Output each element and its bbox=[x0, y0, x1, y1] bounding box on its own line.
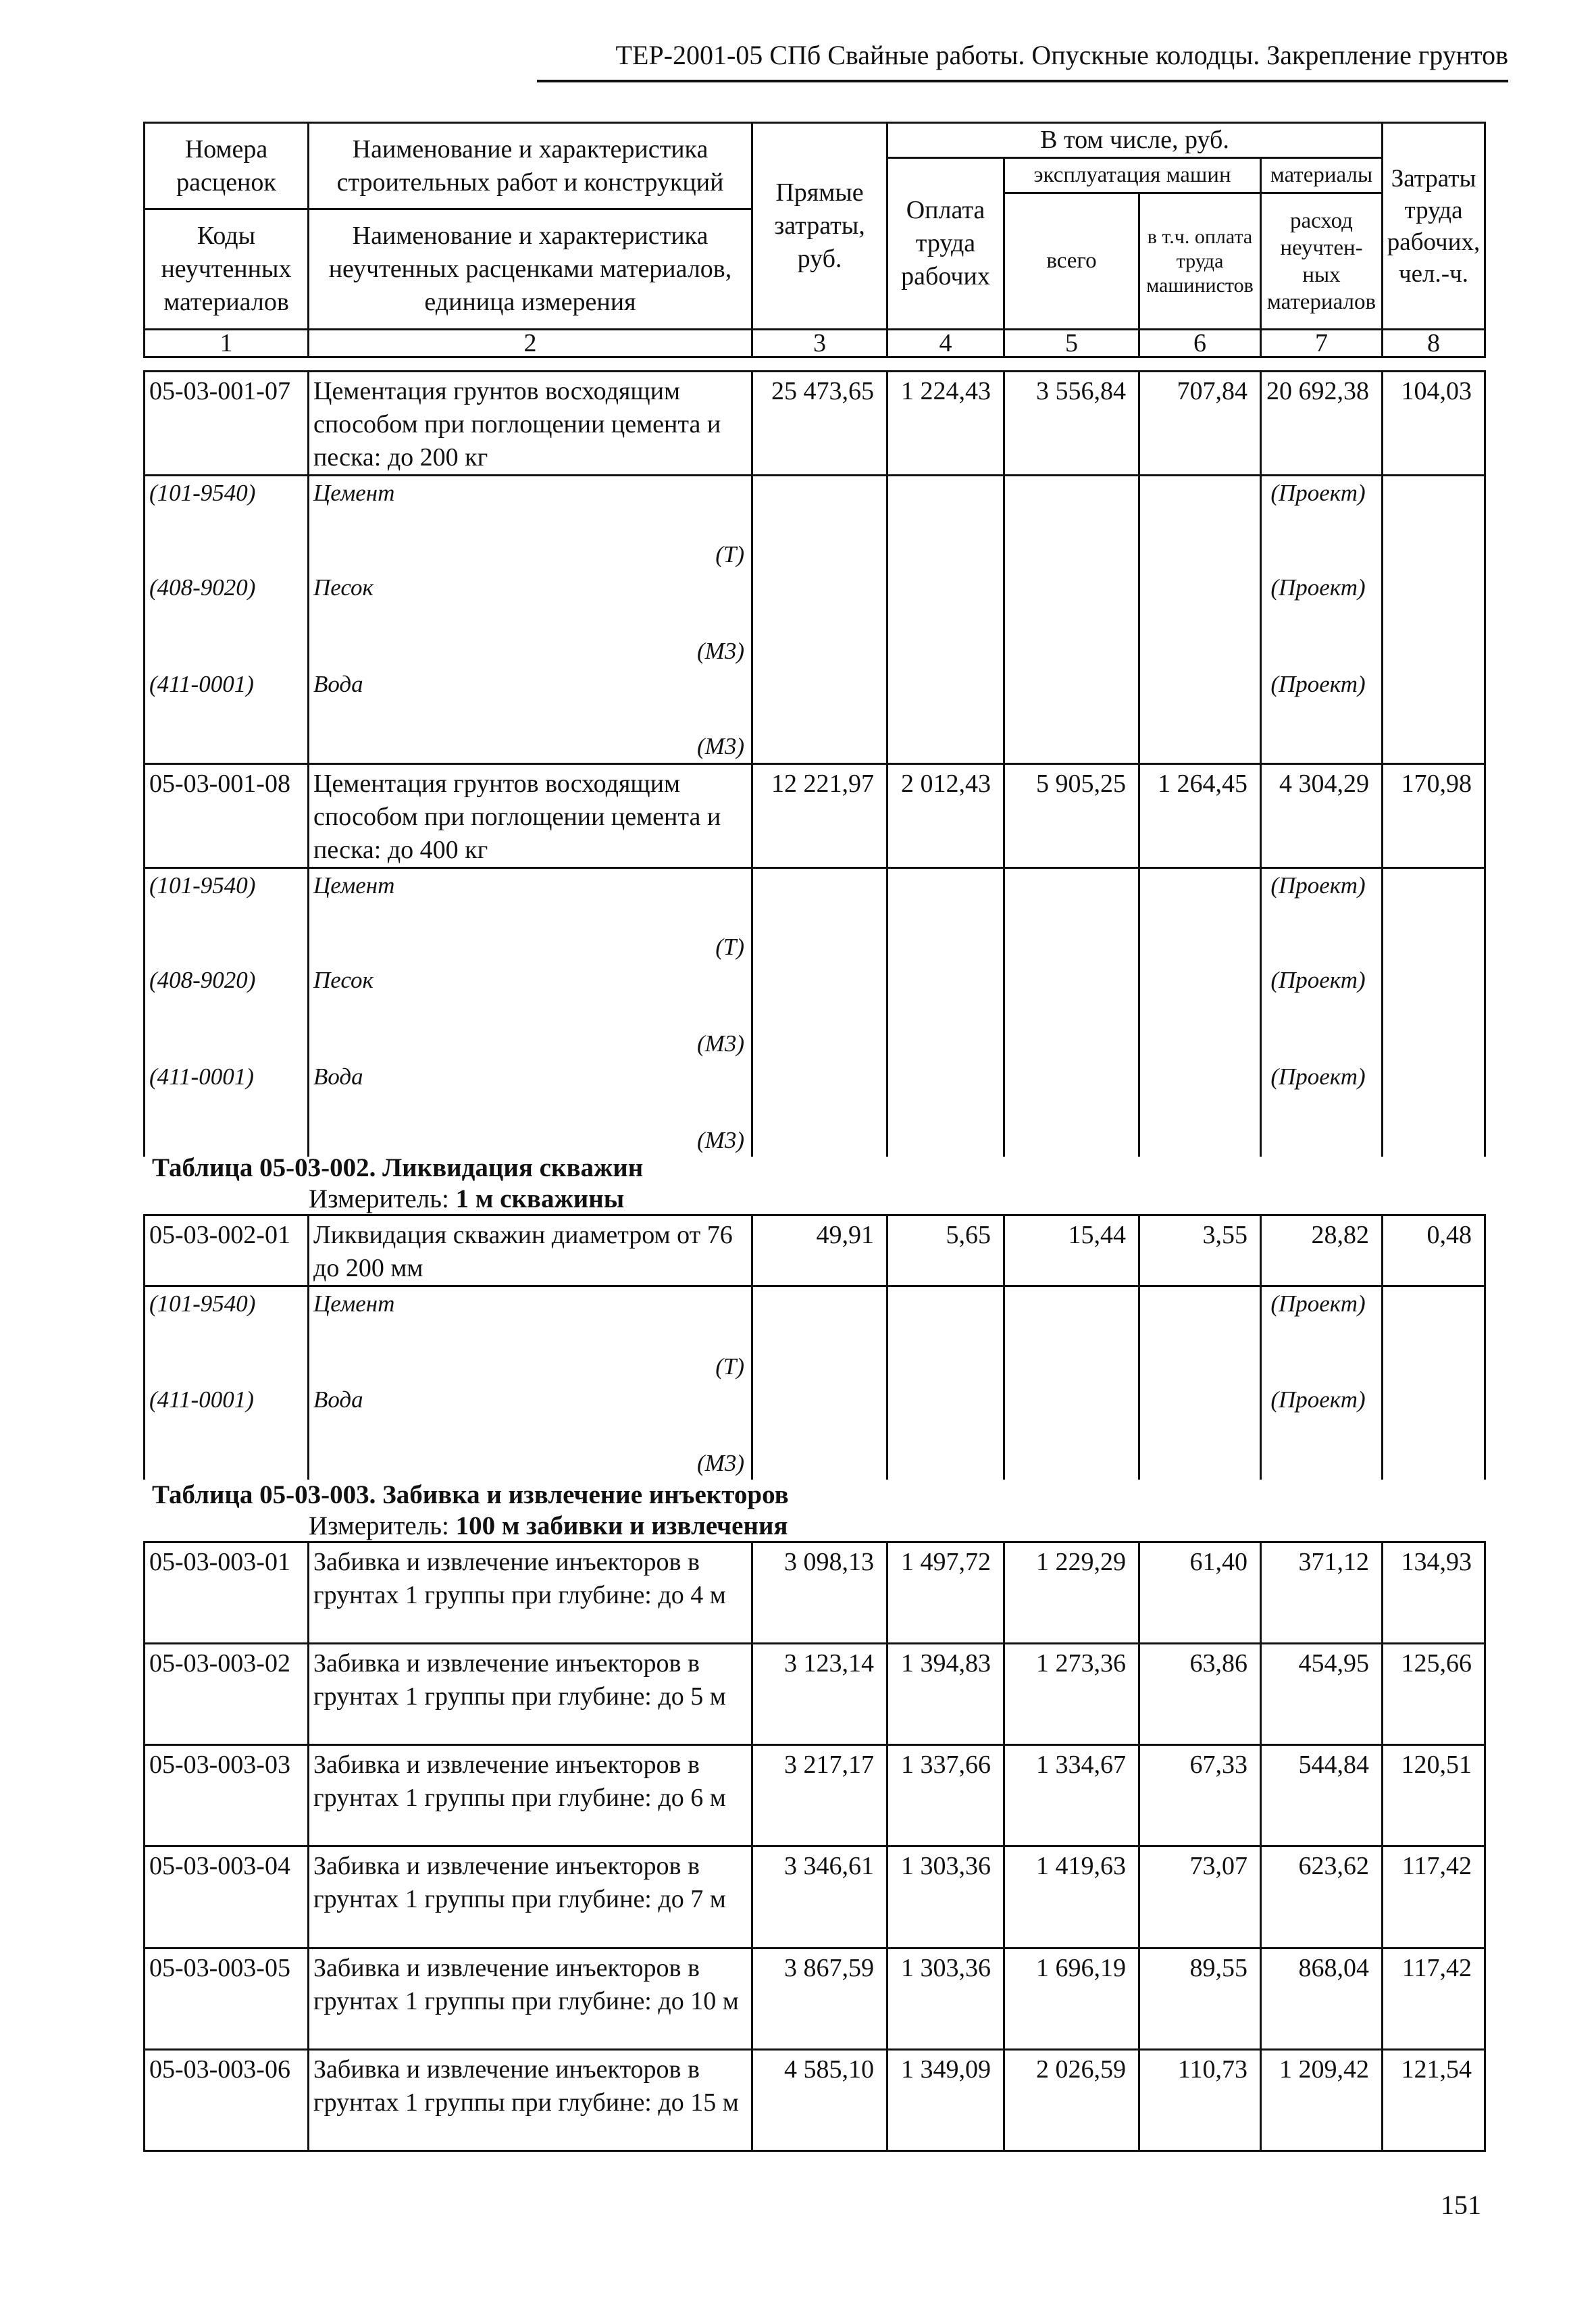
material-row bbox=[145, 668, 1485, 764]
rate-code: 05-03-003-03 bbox=[145, 1745, 309, 1846]
header-machines-total: всего bbox=[1004, 193, 1139, 330]
rate-code: 05-03-003-02 bbox=[145, 1644, 309, 1745]
worker-pay-value: 1 303,36 bbox=[887, 1948, 1004, 2049]
header-machinist-pay: в т.ч. оплата труда машинистов bbox=[1139, 193, 1261, 330]
material-consumption: (Проект) bbox=[1261, 1383, 1383, 1480]
material-consumption: (Проект) bbox=[1261, 476, 1383, 571]
labor-hours-value: 104,03 bbox=[1383, 372, 1485, 476]
material-cell bbox=[309, 1060, 752, 1157]
machinist-pay-value: 1 264,45 bbox=[1139, 764, 1261, 868]
material-cell bbox=[309, 1286, 752, 1383]
rate-name: Забивка и извлечение инъекторов в грунтах 1 группы при глубине: до 4 м bbox=[309, 1542, 752, 1644]
material-code: (101-9540) bbox=[145, 1286, 309, 1383]
labor-hours-value: 121,54 bbox=[1383, 2049, 1485, 2150]
rate-name: Забивка и извлечение инъекторов в грунтах 1 группы при глубине: до 10 м bbox=[309, 1948, 752, 2049]
header-unaccounted-consumption: расход неучтен-ных материалов bbox=[1261, 193, 1383, 330]
materials-value: 4 304,29 bbox=[1261, 764, 1383, 868]
header-work-name: Наименование и характеристика строительных работ и конструкций bbox=[309, 123, 752, 209]
material-consumption: (Проект) bbox=[1261, 1286, 1383, 1383]
material-name: Цемент bbox=[313, 1290, 395, 1317]
material-cell bbox=[309, 476, 752, 571]
rate-row bbox=[145, 764, 1485, 868]
machinist-pay-value: 707,84 bbox=[1139, 372, 1261, 476]
labor-hours-value: 125,66 bbox=[1383, 1644, 1485, 1745]
material-row bbox=[145, 1286, 1485, 1383]
rate-row bbox=[145, 1745, 1485, 1846]
worker-pay-value: 1 337,66 bbox=[887, 1745, 1004, 1846]
material-name: Вода bbox=[313, 1063, 363, 1090]
worker-pay-value: 1 349,09 bbox=[887, 2049, 1004, 2150]
material-cell bbox=[309, 668, 752, 764]
direct-costs-value: 49,91 bbox=[752, 1215, 887, 1286]
material-cell bbox=[309, 1383, 752, 1480]
rate-row bbox=[145, 1846, 1485, 1948]
material-unit: (М3) bbox=[697, 637, 744, 664]
machinist-pay-value: 3,55 bbox=[1139, 1215, 1261, 1286]
materials-value: 868,04 bbox=[1261, 1948, 1383, 2049]
rate-row bbox=[145, 372, 1485, 476]
column-header-table bbox=[143, 122, 1486, 358]
rate-name: Ликвидация скважин диаметром от 76 до 200 мм bbox=[309, 1215, 752, 1286]
material-consumption: (Проект) bbox=[1261, 571, 1383, 668]
rate-row bbox=[145, 1644, 1485, 1745]
material-name: Песок bbox=[313, 966, 374, 993]
material-unit: (М3) bbox=[697, 1449, 744, 1476]
column-number: 2 bbox=[309, 330, 752, 357]
machinist-pay-value: 67,33 bbox=[1139, 1745, 1261, 1846]
header-rule bbox=[537, 80, 1508, 82]
direct-costs-value: 3 217,17 bbox=[752, 1745, 887, 1846]
rate-code: 05-03-003-04 bbox=[145, 1846, 309, 1948]
column-number: 4 bbox=[887, 330, 1004, 357]
materials-value: 28,82 bbox=[1261, 1215, 1383, 1286]
material-unit: (Т) bbox=[715, 540, 744, 568]
machinist-pay-value: 110,73 bbox=[1139, 2049, 1261, 2150]
material-code: (101-9540) bbox=[145, 476, 309, 571]
rate-code: 05-03-001-08 bbox=[145, 764, 309, 868]
worker-pay-value: 1 497,72 bbox=[887, 1542, 1004, 1644]
page-header: ТЕР-2001-05 СПб Свайные работы. Опускные колодцы. Закрепление грунтов bbox=[615, 40, 1508, 70]
machines-total-value: 1 696,19 bbox=[1004, 1948, 1139, 2049]
rate-code: 05-03-001-07 bbox=[145, 372, 309, 476]
machines-total-value: 15,44 bbox=[1004, 1215, 1139, 1286]
material-consumption: (Проект) bbox=[1261, 868, 1383, 963]
machines-total-value: 1 419,63 bbox=[1004, 1846, 1139, 1948]
rate-name: Цементация грунтов восходящим способом при поглощении цемента и песка: до 400 кг bbox=[309, 764, 752, 868]
header-material-name: Наименование и характеристика неучтенных расценками материалов, единица измерения bbox=[309, 209, 752, 330]
material-code: (411-0001) bbox=[145, 1383, 309, 1480]
materials-value: 1 209,42 bbox=[1261, 2049, 1383, 2150]
worker-pay-value: 1 224,43 bbox=[887, 372, 1004, 476]
material-code: (411-0001) bbox=[145, 1060, 309, 1157]
column-number: 6 bbox=[1139, 330, 1261, 357]
material-cell bbox=[309, 868, 752, 963]
column-number: 5 bbox=[1004, 330, 1139, 357]
header-machine-operation: эксплуатация машин bbox=[1004, 158, 1261, 193]
material-code: (411-0001) bbox=[145, 668, 309, 764]
direct-costs-value: 3 346,61 bbox=[752, 1846, 887, 1948]
machines-total-value: 1 229,29 bbox=[1004, 1542, 1139, 1644]
material-row bbox=[145, 571, 1485, 668]
header-including-group: В том числе, руб. bbox=[887, 123, 1383, 158]
machines-total-value: 1 334,67 bbox=[1004, 1745, 1139, 1846]
rate-name: Забивка и извлечение инъекторов в грунтах 1 группы при глубине: до 5 м bbox=[309, 1644, 752, 1745]
rate-row bbox=[145, 2049, 1485, 2150]
material-row bbox=[145, 1060, 1485, 1157]
rate-code: 05-03-003-01 bbox=[145, 1542, 309, 1644]
rate-name: Забивка и извлечение инъекторов в грунтах 1 группы при глубине: до 7 м bbox=[309, 1846, 752, 1948]
worker-pay-value: 1 303,36 bbox=[887, 1846, 1004, 1948]
table-caption: Таблица 05-03-003. Забивка и извлечение инъекторов bbox=[152, 1480, 789, 1509]
direct-costs-value: 3 867,59 bbox=[752, 1948, 887, 2049]
material-consumption: (Проект) bbox=[1261, 668, 1383, 764]
rate-code: 05-03-002-01 bbox=[145, 1215, 309, 1286]
machinist-pay-value: 63,86 bbox=[1139, 1644, 1261, 1745]
direct-costs-value: 12 221,97 bbox=[752, 764, 887, 868]
material-name: Вода bbox=[313, 670, 363, 697]
material-unit: (Т) bbox=[715, 1353, 744, 1380]
rate-code: 05-03-003-06 bbox=[145, 2049, 309, 2150]
material-row bbox=[145, 963, 1485, 1060]
rate-name: Забивка и извлечение инъекторов в грунтах 1 группы при глубине: до 15 м bbox=[309, 2049, 752, 2150]
header-labor-hours: Затраты труда рабочих, чел.-ч. bbox=[1383, 123, 1485, 330]
machinist-pay-value: 73,07 bbox=[1139, 1846, 1261, 1948]
direct-costs-value: 3 098,13 bbox=[752, 1542, 887, 1644]
material-consumption: (Проект) bbox=[1261, 963, 1383, 1060]
material-name: Цемент bbox=[313, 480, 395, 506]
material-code: (408-9020) bbox=[145, 963, 309, 1060]
table-measure: Измеритель: 100 м забивки и извлечения bbox=[309, 1511, 788, 1540]
materials-value: 623,62 bbox=[1261, 1846, 1383, 1948]
rates-table-05-03-001 bbox=[143, 370, 1486, 1157]
material-unit: (М3) bbox=[697, 1126, 744, 1153]
material-row bbox=[145, 476, 1485, 571]
rate-row bbox=[145, 1542, 1485, 1644]
rate-name: Забивка и извлечение инъекторов в грунтах 1 группы при глубине: до 6 м bbox=[309, 1745, 752, 1846]
rate-row bbox=[145, 1215, 1485, 1286]
labor-hours-value: 134,93 bbox=[1383, 1542, 1485, 1644]
column-number: 3 bbox=[752, 330, 887, 357]
labor-hours-value: 117,42 bbox=[1383, 1948, 1485, 2049]
material-cell bbox=[309, 571, 752, 668]
direct-costs-value: 3 123,14 bbox=[752, 1644, 887, 1745]
rate-name: Цементация грунтов восходящим способом при поглощении цемента и песка: до 200 кг bbox=[309, 372, 752, 476]
rates-table-05-03-003 bbox=[143, 1541, 1486, 2152]
machines-total-value: 5 905,25 bbox=[1004, 764, 1139, 868]
table-caption: Таблица 05-03-002. Ликвидация скважин bbox=[152, 1153, 644, 1182]
table-measure: Измеритель: 1 м скважины bbox=[309, 1184, 625, 1213]
column-number: 1 bbox=[145, 330, 309, 357]
direct-costs-value: 25 473,65 bbox=[752, 372, 887, 476]
labor-hours-value: 117,42 bbox=[1383, 1846, 1485, 1948]
material-row bbox=[145, 868, 1485, 963]
labor-hours-value: 170,98 bbox=[1383, 764, 1485, 868]
material-name: Цемент bbox=[313, 872, 395, 899]
page-number: 151 bbox=[1441, 2190, 1481, 2220]
materials-value: 544,84 bbox=[1261, 1745, 1383, 1846]
material-code: (408-9020) bbox=[145, 571, 309, 668]
material-unit: (М3) bbox=[697, 1030, 744, 1057]
rate-code: 05-03-003-05 bbox=[145, 1948, 309, 2049]
worker-pay-value: 1 394,83 bbox=[887, 1644, 1004, 1745]
worker-pay-value: 2 012,43 bbox=[887, 764, 1004, 868]
material-consumption: (Проект) bbox=[1261, 1060, 1383, 1157]
column-number: 8 bbox=[1383, 330, 1485, 357]
labor-hours-value: 120,51 bbox=[1383, 1745, 1485, 1846]
material-code: (101-9540) bbox=[145, 868, 309, 963]
header-worker-pay: Оплата труда рабочих bbox=[887, 158, 1004, 330]
labor-hours-value: 0,48 bbox=[1383, 1215, 1485, 1286]
materials-value: 371,12 bbox=[1261, 1542, 1383, 1644]
material-unit: (М3) bbox=[697, 733, 744, 759]
header-material-codes: Коды неучтенных материалов bbox=[145, 209, 309, 330]
column-number: 7 bbox=[1261, 330, 1383, 357]
material-row bbox=[145, 1383, 1485, 1480]
materials-value: 20 692,38 bbox=[1261, 372, 1383, 476]
machinist-pay-value: 89,55 bbox=[1139, 1948, 1261, 2049]
material-name: Вода bbox=[313, 1386, 363, 1413]
header-materials: материалы bbox=[1261, 158, 1383, 193]
materials-value: 454,95 bbox=[1261, 1644, 1383, 1745]
material-name: Песок bbox=[313, 574, 374, 601]
rates-table-05-03-002 bbox=[143, 1214, 1486, 1480]
machines-total-value: 2 026,59 bbox=[1004, 2049, 1139, 2150]
direct-costs-value: 4 585,10 bbox=[752, 2049, 887, 2150]
material-unit: (Т) bbox=[715, 933, 744, 960]
material-cell bbox=[309, 963, 752, 1060]
rate-row bbox=[145, 1948, 1485, 2049]
worker-pay-value: 5,65 bbox=[887, 1215, 1004, 1286]
header-rate-numbers: Номера расценок bbox=[145, 123, 309, 209]
machines-total-value: 1 273,36 bbox=[1004, 1644, 1139, 1745]
machinist-pay-value: 61,40 bbox=[1139, 1542, 1261, 1644]
header-direct-costs: Прямые затраты, руб. bbox=[752, 123, 887, 330]
machines-total-value: 3 556,84 bbox=[1004, 372, 1139, 476]
